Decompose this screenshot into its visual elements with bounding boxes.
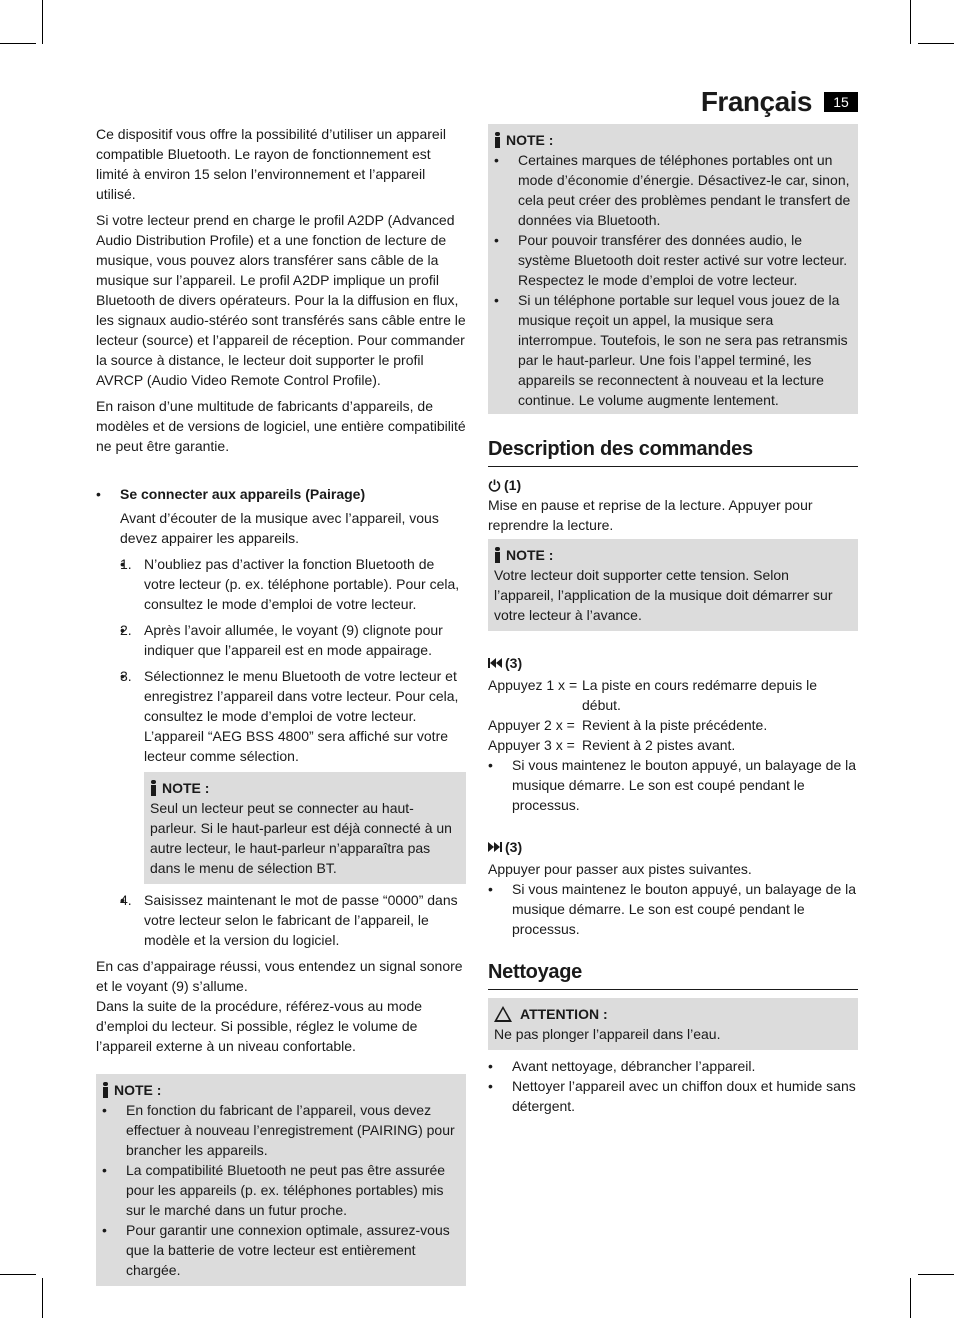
crop-mark bbox=[910, 1278, 911, 1318]
play-description: Mise en pause et reprise de la lecture. Appuyer pour reprendre la lecture. bbox=[488, 497, 813, 533]
crop-mark bbox=[910, 0, 911, 44]
list-item: • Nettoyer l’appareil avec un chiffon doux et humide sans détergent. bbox=[488, 1076, 858, 1116]
page-language-title: Français bbox=[700, 86, 812, 117]
intro-paragraph-3: En raison d’une multitude de fabricants d’appareils, de modèles et de versions de logiciel, une entière compatibilité ne peut être garantie. bbox=[96, 398, 466, 454]
pairing-steps bbox=[120, 554, 466, 950]
list-item: • Si un téléphone portable sur lequel vous jouez de la musique reçoit un appel, la musique sera interrompue. Toutefois, le son ne sera pas retransmis par le haut-parleur. Une fois l’appel terminé, les appareils se reconnectent à nouveau et la lecture continue. Le volume augmente lentement. bbox=[494, 290, 852, 410]
info-icon bbox=[102, 1082, 110, 1098]
power-icon bbox=[488, 479, 501, 492]
pairing-intro: Avant d’écouter de la musique avec l’appareil, vous devez appairer les appareils. bbox=[120, 510, 439, 546]
next-control: (3) bbox=[488, 837, 858, 857]
intro-paragraph-1: Ce dispositif vous offre la possibilité d’utiliser un appareil compatible Bluetooth. Le rayon de fonctionnement est limité à environ 15 selon l’environnement et l’appareil utilisé. bbox=[96, 126, 446, 202]
note-box: NOTE : • Certaines marques de téléphones portables ont un mode d’économie d’énergie. Désactivez-le car, sinon, cela peut créer des problèmes pendant le transfert de données via Bluetooth. • Pour pouvoir transférer des données audio, le système Bluetooth doit rester activé sur votre lecteur. Respectez le mode d’emploi de votre lecteur. • Si un téléphone portable sur lequel vous jouez de la musique reçoit un appel, la musique sera interrompue. Toutefois, le son ne sera pas retransmis par le haut-parleur. Une fois l’appel terminé, les appareils se reconnectent à nouveau et la lecture continue. Le volume augmente lentement. bbox=[488, 124, 858, 414]
pairing-title: • Se connecter aux appareils (Pairage) bbox=[120, 486, 366, 502]
pairing-section bbox=[96, 484, 466, 950]
cleaning-heading: Nettoyage bbox=[488, 959, 858, 990]
crop-mark bbox=[42, 0, 43, 44]
attention-box: ATTENTION : Ne pas plonger l’appareil dans l’eau. bbox=[488, 998, 858, 1050]
page-number: 15 bbox=[824, 92, 858, 112]
pairing-item bbox=[96, 484, 466, 950]
note-box: NOTE : Seul un lecteur peut se connecter au haut-parleur. Si le haut-parleur est déjà connecté à un autre lecteur, le haut-parleur n’apparaîtra pas dans le menu de sélection BT. bbox=[144, 772, 466, 884]
press-row: Appuyer 2 x = Revient à la piste précédente. bbox=[488, 717, 768, 733]
crop-mark bbox=[0, 43, 36, 44]
list-item: • Si vous maintenez le bouton appuyé, un balayage de la musique démarre. Le son est coupé pendant le processus. bbox=[488, 879, 858, 939]
list-item: • 2. Après l’avoir allumée, le voyant (9) clignote pour indiquer que l’appareil est en mode appairage. bbox=[120, 620, 466, 660]
warning-icon bbox=[494, 1006, 512, 1022]
skip-back-icon bbox=[488, 657, 502, 669]
list-item: • Certaines marques de téléphones portables ont un mode d’économie d’énergie. Désactivez-le car, sinon, cela peut créer des problèmes pendant le transfert de données via Bluetooth. bbox=[494, 150, 852, 230]
skip-forward-icon bbox=[488, 841, 502, 853]
after-paragraph-2: Dans la suite de la procédure, référez-vous au mode d’emploi du lecteur. Si possible, réglez le volume de l’appareil externe à un niveau confortable. bbox=[96, 998, 423, 1054]
previous-control: (3) bbox=[488, 653, 858, 673]
list-item: • Si vous maintenez le bouton appuyé, un balayage de la musique démarre. Le son est coupé pendant le processus. bbox=[488, 755, 858, 815]
next-description: Appuyer pour passer aux pistes suivantes. bbox=[488, 861, 752, 877]
left-column bbox=[96, 124, 466, 1286]
crop-mark bbox=[918, 43, 954, 44]
list-item: • 1. N’oubliez pas d’activer la fonction Bluetooth de votre lecteur (p. ex. téléphone portable). Pour cela, consultez le mode d’emploi de votre lecteur. bbox=[120, 554, 466, 614]
list-item: • Avant nettoyage, débrancher l’appareil. bbox=[488, 1056, 858, 1076]
note-box: NOTE : • En fonction du fabricant de l’appareil, vous devez effectuer à nouveau l’enregistrement (PAIRING) pour brancher les appareils. • La compatibilité Bluetooth ne peut pas être assurée pour les appareils (p. ex. téléphones portables) mis sur le marché dans un futur proche. • Pour garantir une connexion optimale, assurez-vous que la batterie de votre lecteur est entièrement chargée. bbox=[96, 1074, 466, 1286]
controls-heading: Description des commandes bbox=[488, 436, 858, 467]
list-item: • En fonction du fabricant de l’appareil, vous devez effectuer à nouveau l’enregistrement (PAIRING) pour brancher les appareils. bbox=[102, 1100, 460, 1160]
press-row: Appuyer 3 x = Revient à 2 pistes avant. bbox=[488, 737, 736, 753]
note-box: NOTE : Votre lecteur doit supporter cette tension. Selon l’appareil, l’application de la musique doit démarrer sur votre lecteur à l’avance. bbox=[488, 539, 858, 631]
info-icon bbox=[150, 780, 158, 796]
info-icon bbox=[494, 132, 502, 148]
press-row: Appuyez 1 x = La piste en cours redémarre depuis le début. bbox=[488, 677, 818, 713]
after-paragraph-1: En cas d’appairage réussi, vous entendez un signal sonore et le voyant (9) s’allume. bbox=[96, 958, 463, 994]
right-column bbox=[488, 124, 858, 1116]
list-item: • Pour pouvoir transférer des données audio, le système Bluetooth doit rester activé sur votre lecteur. Respectez le mode d’emploi de votre lecteur. bbox=[494, 230, 852, 290]
crop-mark bbox=[0, 1274, 36, 1275]
list-item: • La compatibilité Bluetooth ne peut pas être assurée pour les appareils (p. ex. téléphones portables) mis sur le marché dans un futur proche. bbox=[102, 1160, 460, 1220]
list-item: • 3. Sélectionnez le menu Bluetooth de votre lecteur et enregistrez l’appareil dans votre lecteur. Pour cela, consultez le mode d’emploi de votre lecteur. L’appareil “AEG BSS 4800” sera affiché sur votre lecteur comme sélection. NOTE : Seul un lecteur peut se connecter au haut-parleur. Si le haut-parleur est déjà connecté à un autre lecteur, le haut-parleur n’apparaîtra pas dans le menu de sélection BT. bbox=[120, 666, 466, 884]
play-pause-control: (1) bbox=[488, 475, 858, 495]
crop-mark bbox=[918, 1274, 954, 1275]
crop-mark bbox=[42, 1278, 43, 1318]
list-item: • 4. Saisissez maintenant le mot de passe “0000” dans votre lecteur selon le fabricant de l’appareil, le modèle et la version du logiciel. bbox=[120, 890, 466, 950]
list-item: • Pour garantir une connexion optimale, assurez-vous que la batterie de votre lecteur est entièrement chargée. bbox=[102, 1220, 460, 1280]
intro-paragraph-2: Si votre lecteur prend en charge le profil A2DP (Advanced Audio Distribution Profile) et a une fonction de lecture de musique, vous pouvez alors transférer sans câble de la musique sur l’appareil. Le profil A2DP implique un profil Bluetooth de divers opérateurs. Pour la la diffusion en flux, les signaux audio-stéréo sont transférés sans câble entre le lecteur (source) et l’appareil de réception. Pour commander la source à distance, le lecteur doit supporter le profil AVRCP (Audio Video Remote Control Profile). bbox=[96, 212, 466, 388]
info-icon bbox=[494, 547, 502, 563]
